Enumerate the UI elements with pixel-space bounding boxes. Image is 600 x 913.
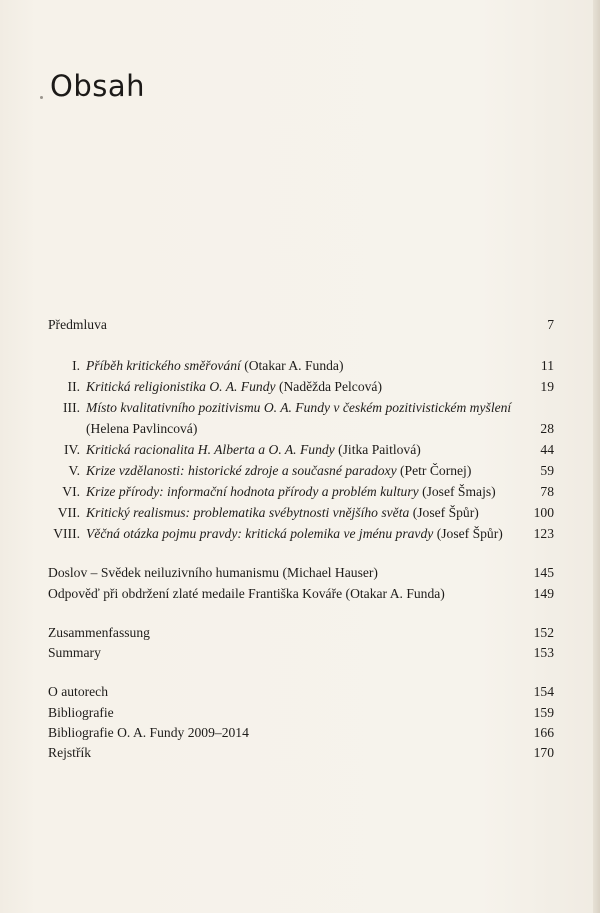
toc-entry-summary bbox=[0, 642, 600, 664]
toc-entry-odpoved bbox=[0, 583, 600, 605]
toc-chapter-6 bbox=[0, 481, 600, 503]
toc-entry-doslov bbox=[0, 562, 600, 584]
chapter-page: 11 bbox=[540, 358, 554, 373]
chapter-title-line bbox=[86, 502, 479, 524]
chapter-title: Kritický realismus: problematika svébytnosti vnějšího světa bbox=[86, 505, 410, 520]
toc-entry-autori bbox=[0, 681, 600, 703]
chapter-title: Místo kvalitativního pozitivismu O. A. Fundy v českém pozitivistickém myšlení bbox=[86, 400, 512, 415]
toc-chapter-7 bbox=[0, 502, 600, 524]
toc-entry-page: 166 bbox=[533, 725, 554, 740]
chapter-title: Krize přírody: informační hodnota přírody a problém kultury bbox=[86, 484, 419, 499]
chapter-number: IV. bbox=[64, 442, 80, 457]
chapter-number: VII. bbox=[57, 505, 80, 520]
chapter-page: 123 bbox=[533, 526, 554, 541]
toc-entry-page: 170 bbox=[533, 745, 554, 760]
toc-chapter-2 bbox=[0, 376, 600, 398]
chapter-author: (Petr Čornej) bbox=[400, 463, 472, 478]
toc-entry-page: 149 bbox=[533, 586, 554, 601]
toc-entry-title: Doslov – Svědek neiluzivního humanismu (Michael Hauser) bbox=[48, 565, 378, 580]
chapter-number: VI. bbox=[62, 484, 80, 499]
toc-entry-title: Summary bbox=[48, 645, 101, 660]
chapter-page: 44 bbox=[540, 442, 554, 457]
toc-entry-title: Rejstřík bbox=[48, 745, 92, 760]
chapter-title: Krize vzdělanosti: historické zdroje a současné paradoxy bbox=[86, 463, 397, 478]
toc-entry-page: 154 bbox=[533, 684, 554, 699]
toc-entry-bibliografie bbox=[0, 702, 600, 724]
chapter-title-line bbox=[86, 460, 471, 482]
chapter-number: II. bbox=[67, 379, 80, 394]
toc-chapter-3-continued bbox=[0, 418, 600, 440]
chapter-title-line bbox=[86, 376, 382, 398]
toc-entry-page: 145 bbox=[533, 565, 554, 580]
toc-chapter-3 bbox=[0, 397, 600, 419]
chapter-author: (Josef Šmajs) bbox=[422, 484, 496, 499]
toc-entry-page: 153 bbox=[533, 645, 554, 660]
chapter-number: I. bbox=[72, 358, 80, 373]
chapter-author: (Helena Pavlincová) bbox=[86, 421, 198, 436]
chapter-title-line bbox=[86, 355, 343, 377]
toc-chapter-4 bbox=[0, 439, 600, 461]
chapter-author: (Naděžda Pelcová) bbox=[278, 379, 382, 394]
chapter-number: VIII. bbox=[53, 526, 80, 541]
margin-dot bbox=[40, 96, 43, 99]
toc-entry-title: Zusammenfassung bbox=[48, 625, 150, 640]
chapter-title: Příběh kritického směřování bbox=[86, 358, 241, 373]
toc-entry-title: Bibliografie O. A. Fundy 2009–2014 bbox=[48, 725, 249, 740]
toc-chapter-1 bbox=[0, 355, 600, 377]
chapter-number: V. bbox=[68, 463, 80, 478]
toc-entry-title: Předmluva bbox=[48, 317, 107, 332]
toc-entry-title: O autorech bbox=[48, 684, 109, 699]
chapter-page: 19 bbox=[540, 379, 554, 394]
toc-entry-rejstrik bbox=[0, 742, 600, 764]
toc-entry-title: Odpověď při obdržení zlaté medaile Františka Kováře (Otakar A. Funda) bbox=[48, 586, 445, 601]
toc-entry-bibliografie-fundy bbox=[0, 722, 600, 744]
toc-entry-zusammenfassung bbox=[0, 622, 600, 644]
page-title: Obsah bbox=[50, 69, 145, 103]
chapter-author: (Jitka Paitlová) bbox=[338, 442, 421, 457]
chapter-number: III. bbox=[63, 400, 80, 415]
chapter-page: 59 bbox=[540, 463, 554, 478]
toc-entry-predmluva bbox=[0, 314, 600, 336]
chapter-page: 100 bbox=[533, 505, 554, 520]
toc-chapter-5 bbox=[0, 460, 600, 482]
chapter-title-line bbox=[86, 523, 503, 545]
toc-entry-page: 159 bbox=[533, 705, 554, 720]
chapter-author: (Josef Špůr) bbox=[436, 526, 503, 541]
chapter-title-line bbox=[86, 481, 496, 503]
toc-chapter-8 bbox=[0, 523, 600, 545]
chapter-title: Věčná otázka pojmu pravdy: kritická polemika ve jménu pravdy bbox=[86, 526, 434, 541]
chapter-page: 78 bbox=[540, 484, 554, 499]
chapter-title: Kritická religionistika O. A. Fundy bbox=[86, 379, 276, 394]
toc-entry-page: 152 bbox=[533, 625, 554, 640]
chapter-title: Kritická racionalita H. Alberta a O. A. Fundy bbox=[86, 442, 335, 457]
toc-entry-title: Bibliografie bbox=[48, 705, 114, 720]
chapter-page: 28 bbox=[540, 421, 554, 436]
chapter-author: (Otakar A. Funda) bbox=[244, 358, 344, 373]
toc-entry-page: 7 bbox=[547, 317, 554, 332]
chapter-author: (Josef Špůr) bbox=[412, 505, 479, 520]
chapter-title-line bbox=[86, 439, 421, 461]
